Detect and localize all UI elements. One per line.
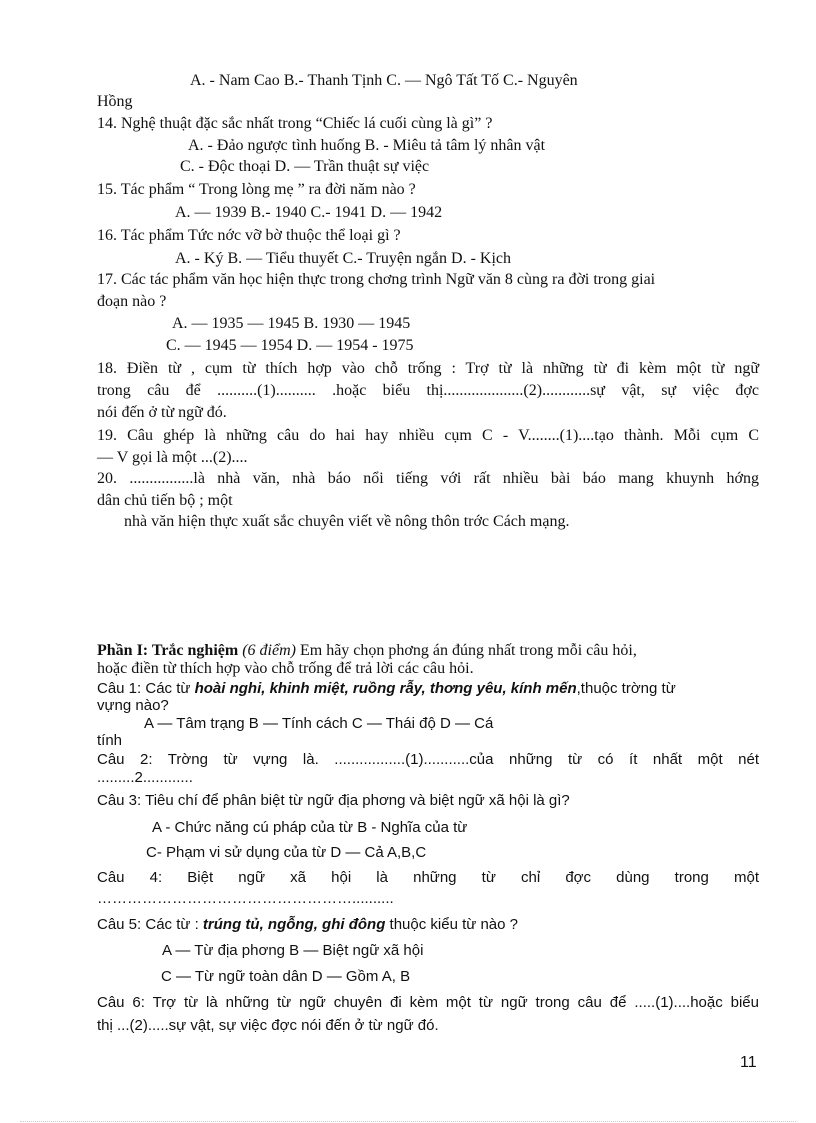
cau-5-options-cd: C — Từ ngữ toàn dân D — Gồm A, B [161, 968, 411, 985]
question-17: 17. Các tác phẩm văn học hiện thực trong chơng trình Ngữ văn 8 cùng ra đời trong giai [97, 271, 656, 288]
question-17-continued: đoạn nào ? [97, 293, 167, 310]
q13-options: A. - Nam Cao B.- Thanh Tịnh C. — Ngô Tất Tố C.- Nguyên [190, 72, 578, 89]
q17-options-cd: C. — 1945 — 1954 D. — 1954 - 1975 [166, 337, 414, 354]
cau-5-suffix: thuộc kiểu từ nào ? [385, 916, 519, 933]
question-14: 14. Nghệ thuật đặc sắc nhất trong “Chiếc lá cuối cùng là gì” ? [97, 115, 493, 132]
question-20-line-3: nhà văn hiện thực xuất sắc chuyên viết về nông thôn trớc Cách mạng. [124, 513, 570, 530]
part-intro-line-2: hoặc điền từ thích hợp vào chỗ trống để trả lời các câu hỏi. [97, 660, 474, 677]
cau-1-line-2: vựng nào? [97, 697, 169, 714]
q14-options-ab: A. - Đảo ngược tình huống B. - Miêu tả tâm lý nhân vật [188, 137, 546, 154]
cau-5-prefix: Câu 5: Các từ : [97, 916, 203, 933]
cau-1-options-continued: tính [97, 732, 123, 749]
question-20-line-1: 20. ................là nhà văn, nhà báo nổi tiếng với rất nhiều bài báo mang khuynh hớng [97, 470, 759, 487]
cau-1-suffix: ,thuộc trờng từ [576, 680, 676, 697]
cau-1-prefix: Câu 1: Các từ [97, 680, 195, 697]
cau-5-options-ab: A — Từ địa phơng B — Biệt ngữ xã hội [162, 942, 424, 959]
question-19-line-1: 19. Câu ghép là những câu do hai hay nhiều cụm C - V........(1)....tạo thành. Mỗi cụm C [97, 427, 759, 444]
cau-4-line-2: …………………………………………….......... [97, 890, 394, 907]
part-title: Phần I: Trắc nghiệm [97, 642, 239, 659]
cau-2-line-2: .........2............ [97, 769, 193, 786]
q14-options-cd: C. - Độc thoại D. — Trần thuật sự việc [180, 158, 430, 175]
cau-1-options: A — Tâm trạng B — Tính cách C — Thái độ D — Cá [144, 715, 494, 732]
cau-2-line-1: Câu 2: Trờng từ vựng là. .................(1)...........của những từ có ít nhất một nét [97, 751, 759, 768]
page-number: 11 [740, 1054, 757, 1071]
q16-options: A. - Ký B. — Tiểu thuyết C.- Truyện ngắn D. - Kịch [175, 250, 512, 267]
q17-options-ab: A. — 1935 — 1945 B. 1930 — 1945 [172, 315, 411, 332]
cau-3-options-cd: C- Phạm vi sử dụng của từ D — Cả A,B,C [146, 844, 427, 861]
question-18-line-1: 18. Điền từ , cụm từ thích hợp vào chỗ trống : Trợ từ là những từ đi kèm một từ ngữ [97, 360, 759, 377]
q13-options-continued: Hồng [97, 93, 133, 110]
question-15: 15. Tác phẩm “ Trong lòng mẹ ” ra đời năm nào ? [97, 181, 416, 198]
question-18-line-2: trong câu để ..........(1).......... .hoặc biểu thị....................(2)............sự vật, sự việc đợc [97, 382, 759, 399]
part-intro: Em hãy chọn phơng án đúng nhất trong mỗi câu hỏi, [295, 642, 637, 659]
part-points: (6 điểm) [242, 642, 296, 659]
cau-4-line-1: Câu 4: Biệt ngữ xã hội là những từ chỉ đợc dùng trong một [97, 869, 759, 886]
question-16: 16. Tác phẩm Tức nớc vỡ bờ thuộc thể loại gì ? [97, 227, 401, 244]
footer-divider [20, 1121, 796, 1122]
cau-3-options-ab: A - Chức năng cú pháp của từ B - Nghĩa của từ [152, 819, 468, 836]
q15-options: A. — 1939 B.- 1940 C.- 1941 D. — 1942 [175, 204, 443, 221]
cau-3: Câu 3: Tiêu chí để phân biệt từ ngữ địa phơng và biệt ngữ xã hội là gì? [97, 792, 570, 809]
cau-1 [97, 679, 676, 699]
cau-5-words: trúng tủ, ngỗng, ghi đông [202, 916, 386, 933]
cau-6-line-2: thị ...(2).....sự vật, sự việc đợc nói đến ở từ ngữ đó. [97, 1017, 439, 1034]
question-18-line-3: nói đến ở từ ngữ đó. [97, 404, 227, 421]
cau-6-line-1: Câu 6: Trợ từ là những từ ngữ chuyên đi kèm một từ ngữ trong câu để .....(1)....hoặc biểu [97, 994, 759, 1011]
question-20-line-2: dân chủ tiến bộ ; một [97, 492, 233, 509]
part-heading [97, 641, 759, 661]
cau-1-words: hoài nghi, khinh miệt, ruồng rẫy, thơng yêu, kính mến [194, 680, 577, 697]
question-19-line-2: — V gọi là một ...(2).... [97, 449, 248, 466]
cau-5 [97, 915, 518, 935]
